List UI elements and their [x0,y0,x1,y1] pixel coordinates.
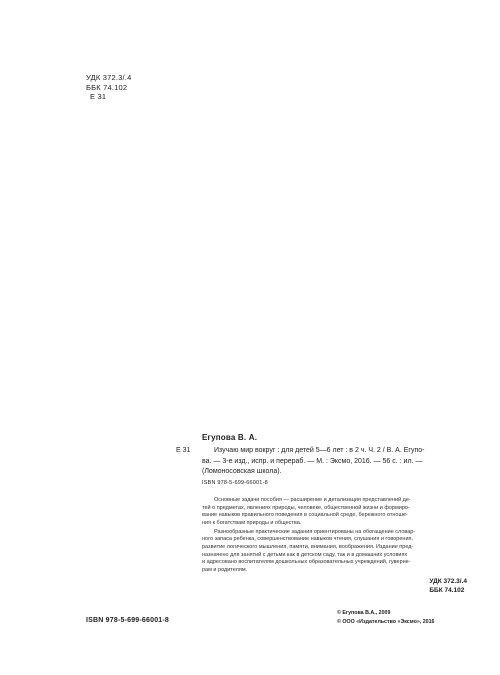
entry-author: Егупова В. А. [202,433,258,442]
annotation-line: тей о предметах, явлениях природы, человеке, общественной жизни и формиро- [202,504,410,511]
annotation [202,497,467,576]
copyright-author: © Егупова В.А., 2009 [337,610,391,616]
annotation-line: рам и родителям. [202,566,248,573]
copyright-block [337,609,435,627]
annotation-line: и адресовано воспитателям дошкольных образовательных учреждений, гуверне- [202,559,411,566]
author-sign-code: Е 31 [90,92,107,102]
annotation-line: Основные задачи пособия — расширение и детализация представлений де- [214,497,411,503]
annotation-line: назначено для занятий с детьми как в детском саду, так и в домашних условиях [202,551,408,558]
annotation-line: Разнообразные практические задания ориентированы на обогащение словар- [214,528,416,535]
bib-line: (Ломоносовская школа). [202,468,282,475]
bib-line: ва. — 3-е изд., испр. и перераб. — М. : Эксмо, 2016. — 56 с. : ил. — [202,457,423,465]
annotation-paragraph [202,529,467,575]
classification-codes-bottom [429,577,467,595]
bibliographic-description [202,446,467,478]
entry-isbn: ISBN 978-5-699-66001-8 [202,480,268,486]
annotation-line: развитие логического мышления, памяти, внимания, воображения. Издание пред- [202,544,414,551]
bbk-code: ББК 74.102 [86,82,128,92]
bbk-code-bottom: ББК 74.102 [429,587,465,594]
annotation-paragraph [202,497,467,527]
annotation-line: ного запаса ребенка, совершенствование навыков чтения, слушания и говорения, [202,536,414,543]
classification-codes-top [86,73,131,102]
annotation-line: вание навыков правильного поведения в социальной среде, бережного отноше- [202,512,408,519]
annotation-line: ния к богатствам природы и общества. [202,519,302,526]
entry-author-sign: Е 31 [176,447,191,454]
udk-code: УДК 372.3/.4 [86,73,132,82]
udk-code-bottom: УДК 372.3/.4 [429,578,467,585]
footer-isbn: ISBN 978-5-699-66001-8 [86,617,170,624]
bib-line: Изучаю мир вокруг : для детей 5—6 лет : в 2 ч. Ч. 2 / В. А. Егупо- [214,447,425,454]
copyright-publisher: © ООО «Издательство «Эксмо», 2016 [337,619,435,625]
